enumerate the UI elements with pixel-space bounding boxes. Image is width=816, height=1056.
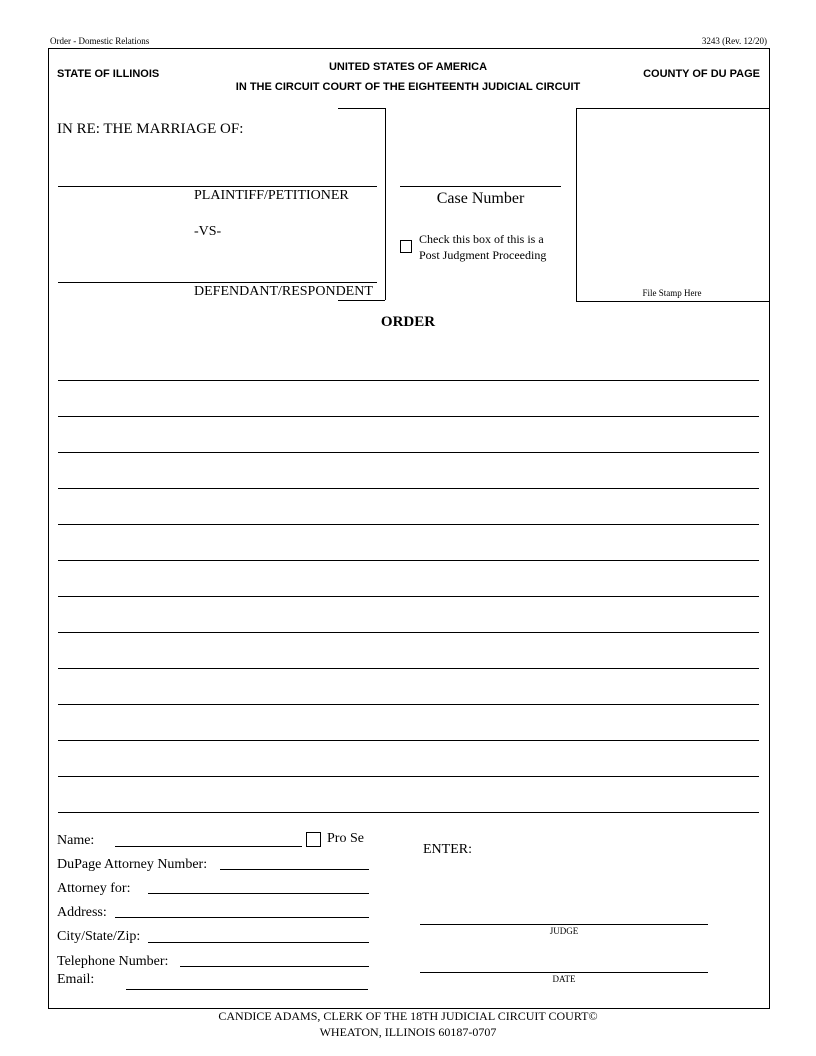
judge-signature-line[interactable]: [420, 924, 708, 925]
date-line[interactable]: [420, 972, 708, 973]
post-judgment-line1: Check this box of this is a: [419, 232, 544, 246]
court-label: IN THE CIRCUIT COURT OF THE EIGHTEENTH JUDICIAL CIRCUIT: [235, 81, 581, 93]
order-line[interactable]: [58, 632, 759, 633]
order-line[interactable]: [58, 668, 759, 669]
bracket-top: [338, 108, 385, 109]
order-line[interactable]: [58, 740, 759, 741]
order-title: ORDER: [380, 314, 436, 330]
name-label: Name:: [57, 833, 95, 848]
address-label: Address:: [57, 905, 107, 920]
order-line[interactable]: [58, 776, 759, 777]
pro-se-label: Pro Se: [327, 831, 364, 846]
telephone-line[interactable]: [180, 966, 369, 967]
order-line[interactable]: [58, 488, 759, 489]
post-judgment-checkbox[interactable]: [400, 240, 412, 253]
order-line[interactable]: [58, 524, 759, 525]
plaintiff-name-line[interactable]: [58, 186, 377, 187]
vs-label: -VS-: [194, 224, 222, 239]
post-judgment-line2: Post Judgment Proceeding: [419, 248, 547, 262]
post-judgment-label: [419, 231, 546, 263]
attorney-number-label: DuPage Attorney Number:: [57, 857, 208, 872]
case-number-line[interactable]: [400, 186, 561, 187]
county-label: COUNTY OF DU PAGE: [643, 68, 760, 80]
order-line[interactable]: [58, 704, 759, 705]
bracket-bottom: [338, 300, 385, 301]
email-line[interactable]: [126, 989, 368, 990]
in-re-label: IN RE: THE MARRIAGE OF:: [57, 121, 244, 137]
defendant-label: DEFENDANT/RESPONDENT: [194, 284, 373, 299]
order-line[interactable]: [58, 560, 759, 561]
city-state-zip-label: City/State/Zip:: [57, 929, 141, 944]
footer-address: WHEATON, ILLINOIS 60187-0707: [319, 1025, 497, 1039]
judge-label: JUDGE: [549, 926, 579, 936]
telephone-label: Telephone Number:: [57, 954, 169, 969]
file-stamp-label: File Stamp Here: [642, 288, 702, 298]
form-title: Order - Domestic Relations: [50, 36, 150, 46]
order-line[interactable]: [58, 452, 759, 453]
date-label: DATE: [552, 974, 576, 984]
country-label: UNITED STATES OF AMERICA: [328, 61, 488, 73]
attorney-number-line[interactable]: [220, 869, 369, 870]
name-line[interactable]: [115, 846, 302, 847]
address-line[interactable]: [115, 917, 369, 918]
attorney-for-label: Attorney for:: [57, 881, 131, 896]
footer-clerk: CANDICE ADAMS, CLERK OF THE 18TH JUDICIAL CIRCUIT COURT©: [218, 1009, 598, 1023]
bracket-side: [385, 108, 386, 300]
case-number-label: Case Number: [436, 190, 525, 207]
enter-label: ENTER:: [423, 842, 472, 857]
file-stamp-box: [576, 108, 769, 302]
order-line[interactable]: [58, 596, 759, 597]
city-state-zip-line[interactable]: [148, 942, 369, 943]
attorney-for-line[interactable]: [148, 893, 369, 894]
pro-se-checkbox[interactable]: [306, 832, 321, 847]
email-label: Email:: [57, 972, 95, 987]
order-line[interactable]: [58, 416, 759, 417]
plaintiff-label: PLAINTIFF/PETITIONER: [194, 188, 349, 203]
state-label: STATE OF ILLINOIS: [57, 68, 160, 80]
order-line[interactable]: [58, 812, 759, 813]
order-line[interactable]: [58, 380, 759, 381]
defendant-name-line[interactable]: [58, 282, 377, 283]
form-number: 3243 (Rev. 12/20): [701, 36, 767, 46]
